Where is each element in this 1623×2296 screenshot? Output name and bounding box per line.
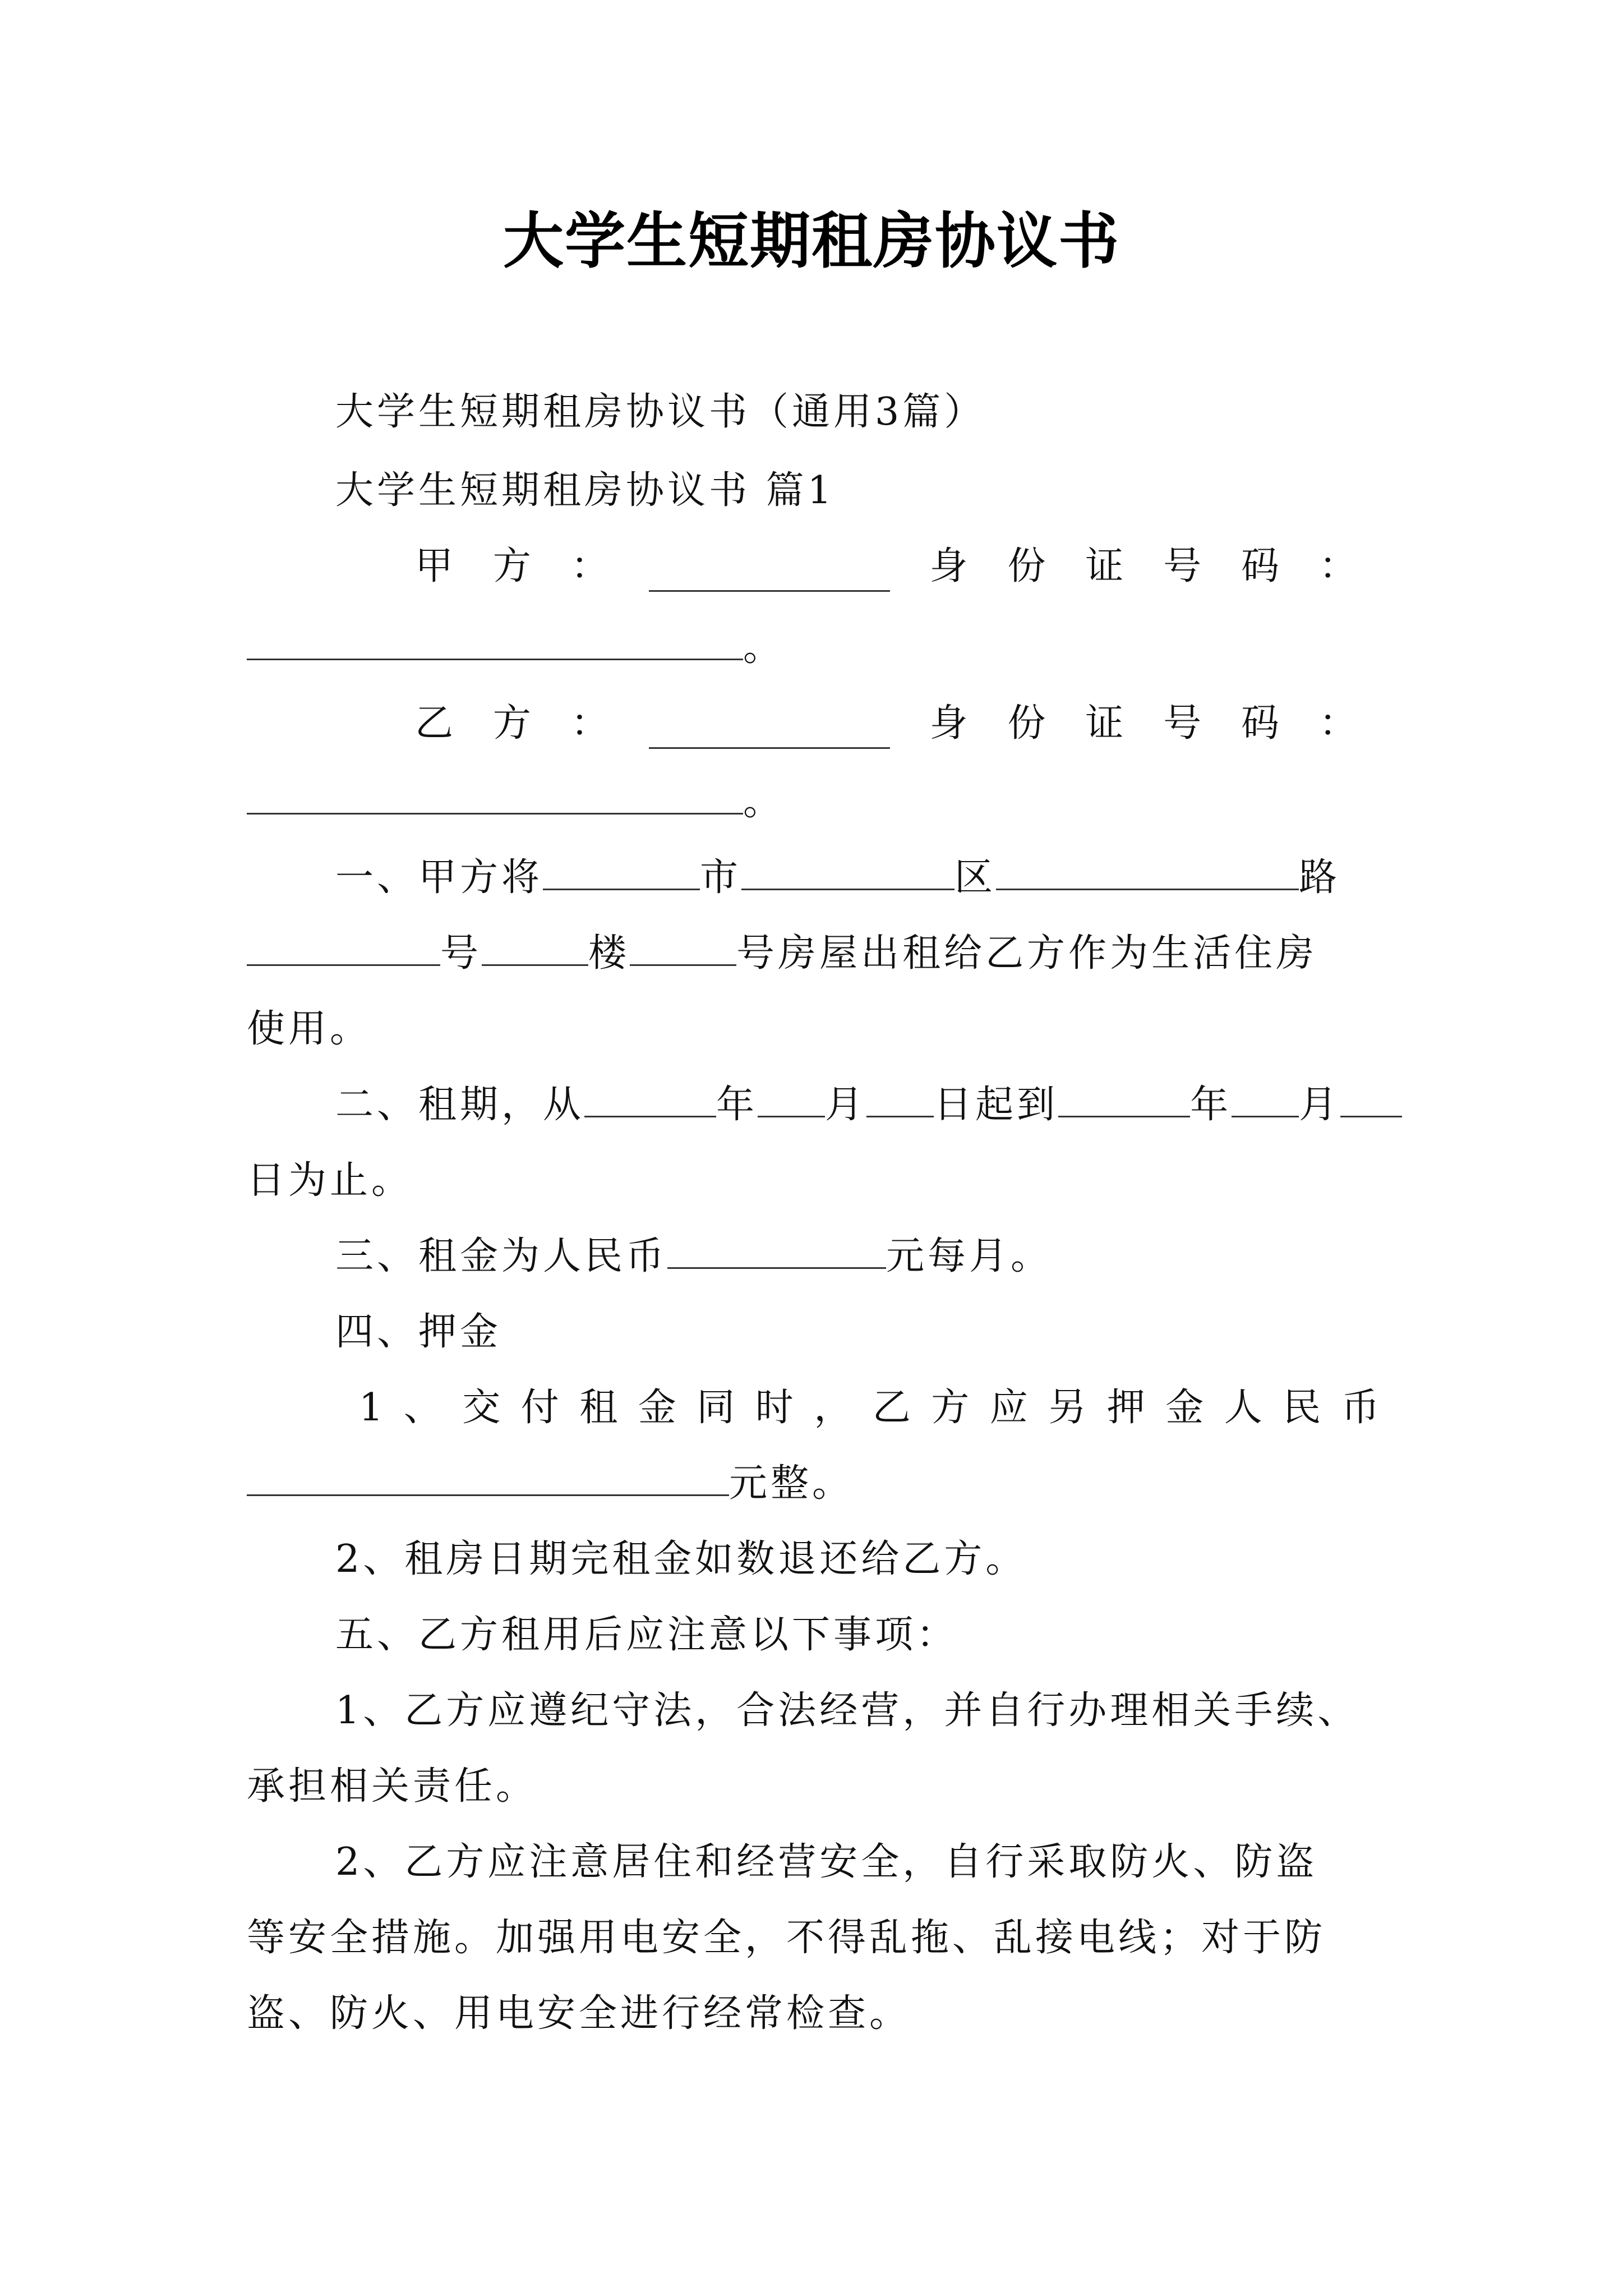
start-month-blank bbox=[758, 1081, 825, 1117]
party-a-char: ： bbox=[570, 544, 609, 588]
clause4-item2: 2、租房日期完租金如数退还给乙方。 bbox=[335, 1537, 1027, 1581]
clause4-char: 、 bbox=[403, 1386, 442, 1430]
clause2-prefix: 二、租期，从 bbox=[335, 1083, 585, 1127]
end-month-blank bbox=[1232, 1081, 1299, 1117]
clause4-char: 时 bbox=[755, 1386, 794, 1430]
clause4-char: 付 bbox=[520, 1386, 559, 1430]
clause1-city: 市 bbox=[700, 855, 742, 900]
party-a-end: 。 bbox=[743, 625, 785, 670]
party-b-char: 乙 bbox=[415, 701, 454, 746]
party-b-char: ： bbox=[570, 701, 609, 746]
clause1-building: 楼 bbox=[588, 931, 630, 976]
clause4-char: ， bbox=[814, 1386, 852, 1430]
party-a-char: 号 bbox=[1163, 544, 1202, 588]
party-b-char: 证 bbox=[1085, 701, 1124, 746]
building-blank bbox=[482, 930, 588, 966]
clause4-item1-line1 bbox=[359, 1383, 1380, 1433]
clause4-char: 交 bbox=[462, 1386, 501, 1430]
party-b-char: 身 bbox=[929, 701, 968, 746]
clause5-item1-line2: 承担相关责任。 bbox=[247, 1764, 538, 1809]
party-b-char: ： bbox=[1318, 701, 1357, 746]
party-a-id-blank bbox=[247, 624, 743, 660]
clause3-suffix: 元每月。 bbox=[886, 1234, 1053, 1278]
party-a-char: ： bbox=[1318, 544, 1357, 588]
clause4-char: 押 bbox=[1106, 1386, 1145, 1430]
party-a-name-blank bbox=[649, 555, 890, 592]
party-b-char: 号 bbox=[1163, 701, 1202, 746]
clause1-number: 号 bbox=[440, 931, 482, 976]
clause1-line3: 使用。 bbox=[247, 1007, 372, 1051]
party-a-id-line bbox=[247, 623, 785, 673]
clause4-heading: 四、押金 bbox=[335, 1310, 502, 1354]
party-a-char: 甲 bbox=[415, 544, 454, 588]
clause4-char: 1 bbox=[359, 1386, 384, 1430]
clause4-char: 租 bbox=[579, 1386, 618, 1430]
clause4-item1-end: 元整。 bbox=[729, 1461, 854, 1506]
clause5-item2-line1: 2、乙方应注意居住和经营安全，自行采取防火、防盗 bbox=[335, 1840, 1318, 1884]
district-blank bbox=[741, 854, 955, 890]
city-blank bbox=[543, 854, 700, 890]
clause4-char: 乙 bbox=[872, 1386, 911, 1430]
clause4-char: 同 bbox=[697, 1386, 735, 1430]
street-number-blank bbox=[247, 930, 440, 966]
start-day-blank bbox=[866, 1081, 934, 1117]
end-year-blank bbox=[1058, 1081, 1190, 1117]
party-a-char: 证 bbox=[1085, 544, 1124, 588]
clause4-char: 金 bbox=[638, 1386, 676, 1430]
document-subtitle: 大学生短期租房协议书（通用3篇） bbox=[335, 390, 986, 434]
clause1-district: 区 bbox=[955, 855, 997, 900]
clause2-year2: 年 bbox=[1190, 1083, 1232, 1127]
room-blank bbox=[630, 930, 736, 966]
clause3-line bbox=[335, 1231, 1052, 1282]
party-b-end: 。 bbox=[743, 780, 785, 824]
clause5-item2-line2: 等安全措施。加强用电安全，不得乱拖、乱接电线；对于防 bbox=[247, 1916, 1326, 1960]
party-a-char: 码 bbox=[1241, 544, 1279, 588]
clause2-month2: 月 bbox=[1299, 1083, 1341, 1127]
clause1-line1 bbox=[335, 853, 1340, 903]
clause4-char: 币 bbox=[1341, 1386, 1380, 1430]
party-a-char: 方 bbox=[492, 544, 531, 588]
party-b-id-blank bbox=[247, 778, 743, 815]
document-title: 大学生短期租房协议书 bbox=[502, 206, 1120, 277]
clause1-rest: 号房屋出租给乙方作为生活住房 bbox=[736, 931, 1318, 976]
clause2-year1: 年 bbox=[716, 1083, 758, 1127]
party-b-name-blank bbox=[649, 712, 890, 749]
clause5-heading: 五、乙方租用后应注意以下事项： bbox=[335, 1613, 958, 1657]
clause1-road: 路 bbox=[1299, 855, 1341, 900]
end-day-blank bbox=[1340, 1081, 1402, 1117]
clause2-line1 bbox=[335, 1080, 1402, 1130]
section-heading: 大学生短期租房协议书 篇1 bbox=[335, 468, 835, 513]
party-b-char: 码 bbox=[1241, 701, 1279, 746]
party-a-char: 份 bbox=[1007, 544, 1046, 588]
clause1-prefix: 一、甲方将 bbox=[335, 855, 543, 900]
clause2-month1: 月 bbox=[825, 1083, 867, 1127]
party-b-line bbox=[415, 698, 1357, 749]
clause4-char: 民 bbox=[1283, 1386, 1321, 1430]
clause4-char: 人 bbox=[1224, 1386, 1262, 1430]
party-a-char: 身 bbox=[929, 544, 968, 588]
clause4-char: 另 bbox=[1048, 1386, 1087, 1430]
party-b-char: 份 bbox=[1007, 701, 1046, 746]
rent-amount-blank bbox=[667, 1232, 886, 1269]
deposit-amount-blank bbox=[247, 1460, 729, 1496]
clause5-item1-line1: 1、乙方应遵纪守法，合法经营，并自行办理相关手续、 bbox=[335, 1688, 1359, 1733]
clause2-mid: 日起到 bbox=[934, 1083, 1059, 1127]
clause4-char: 应 bbox=[989, 1386, 1028, 1430]
clause4-item1-line2 bbox=[247, 1458, 854, 1509]
clause4-char: 方 bbox=[931, 1386, 970, 1430]
clause1-line2 bbox=[247, 928, 1317, 979]
clause4-char: 金 bbox=[1165, 1386, 1204, 1430]
clause5-item2-line3: 盗、防火、用电安全进行经常检查。 bbox=[247, 1991, 911, 2036]
party-b-id-line bbox=[247, 777, 785, 827]
clause2-line2: 日为止。 bbox=[247, 1158, 413, 1203]
start-year-blank bbox=[584, 1081, 716, 1117]
party-b-char: 方 bbox=[492, 701, 531, 746]
party-a-line bbox=[415, 541, 1357, 592]
clause3-prefix: 三、租金为人民币 bbox=[335, 1234, 668, 1278]
road-blank bbox=[996, 854, 1299, 890]
